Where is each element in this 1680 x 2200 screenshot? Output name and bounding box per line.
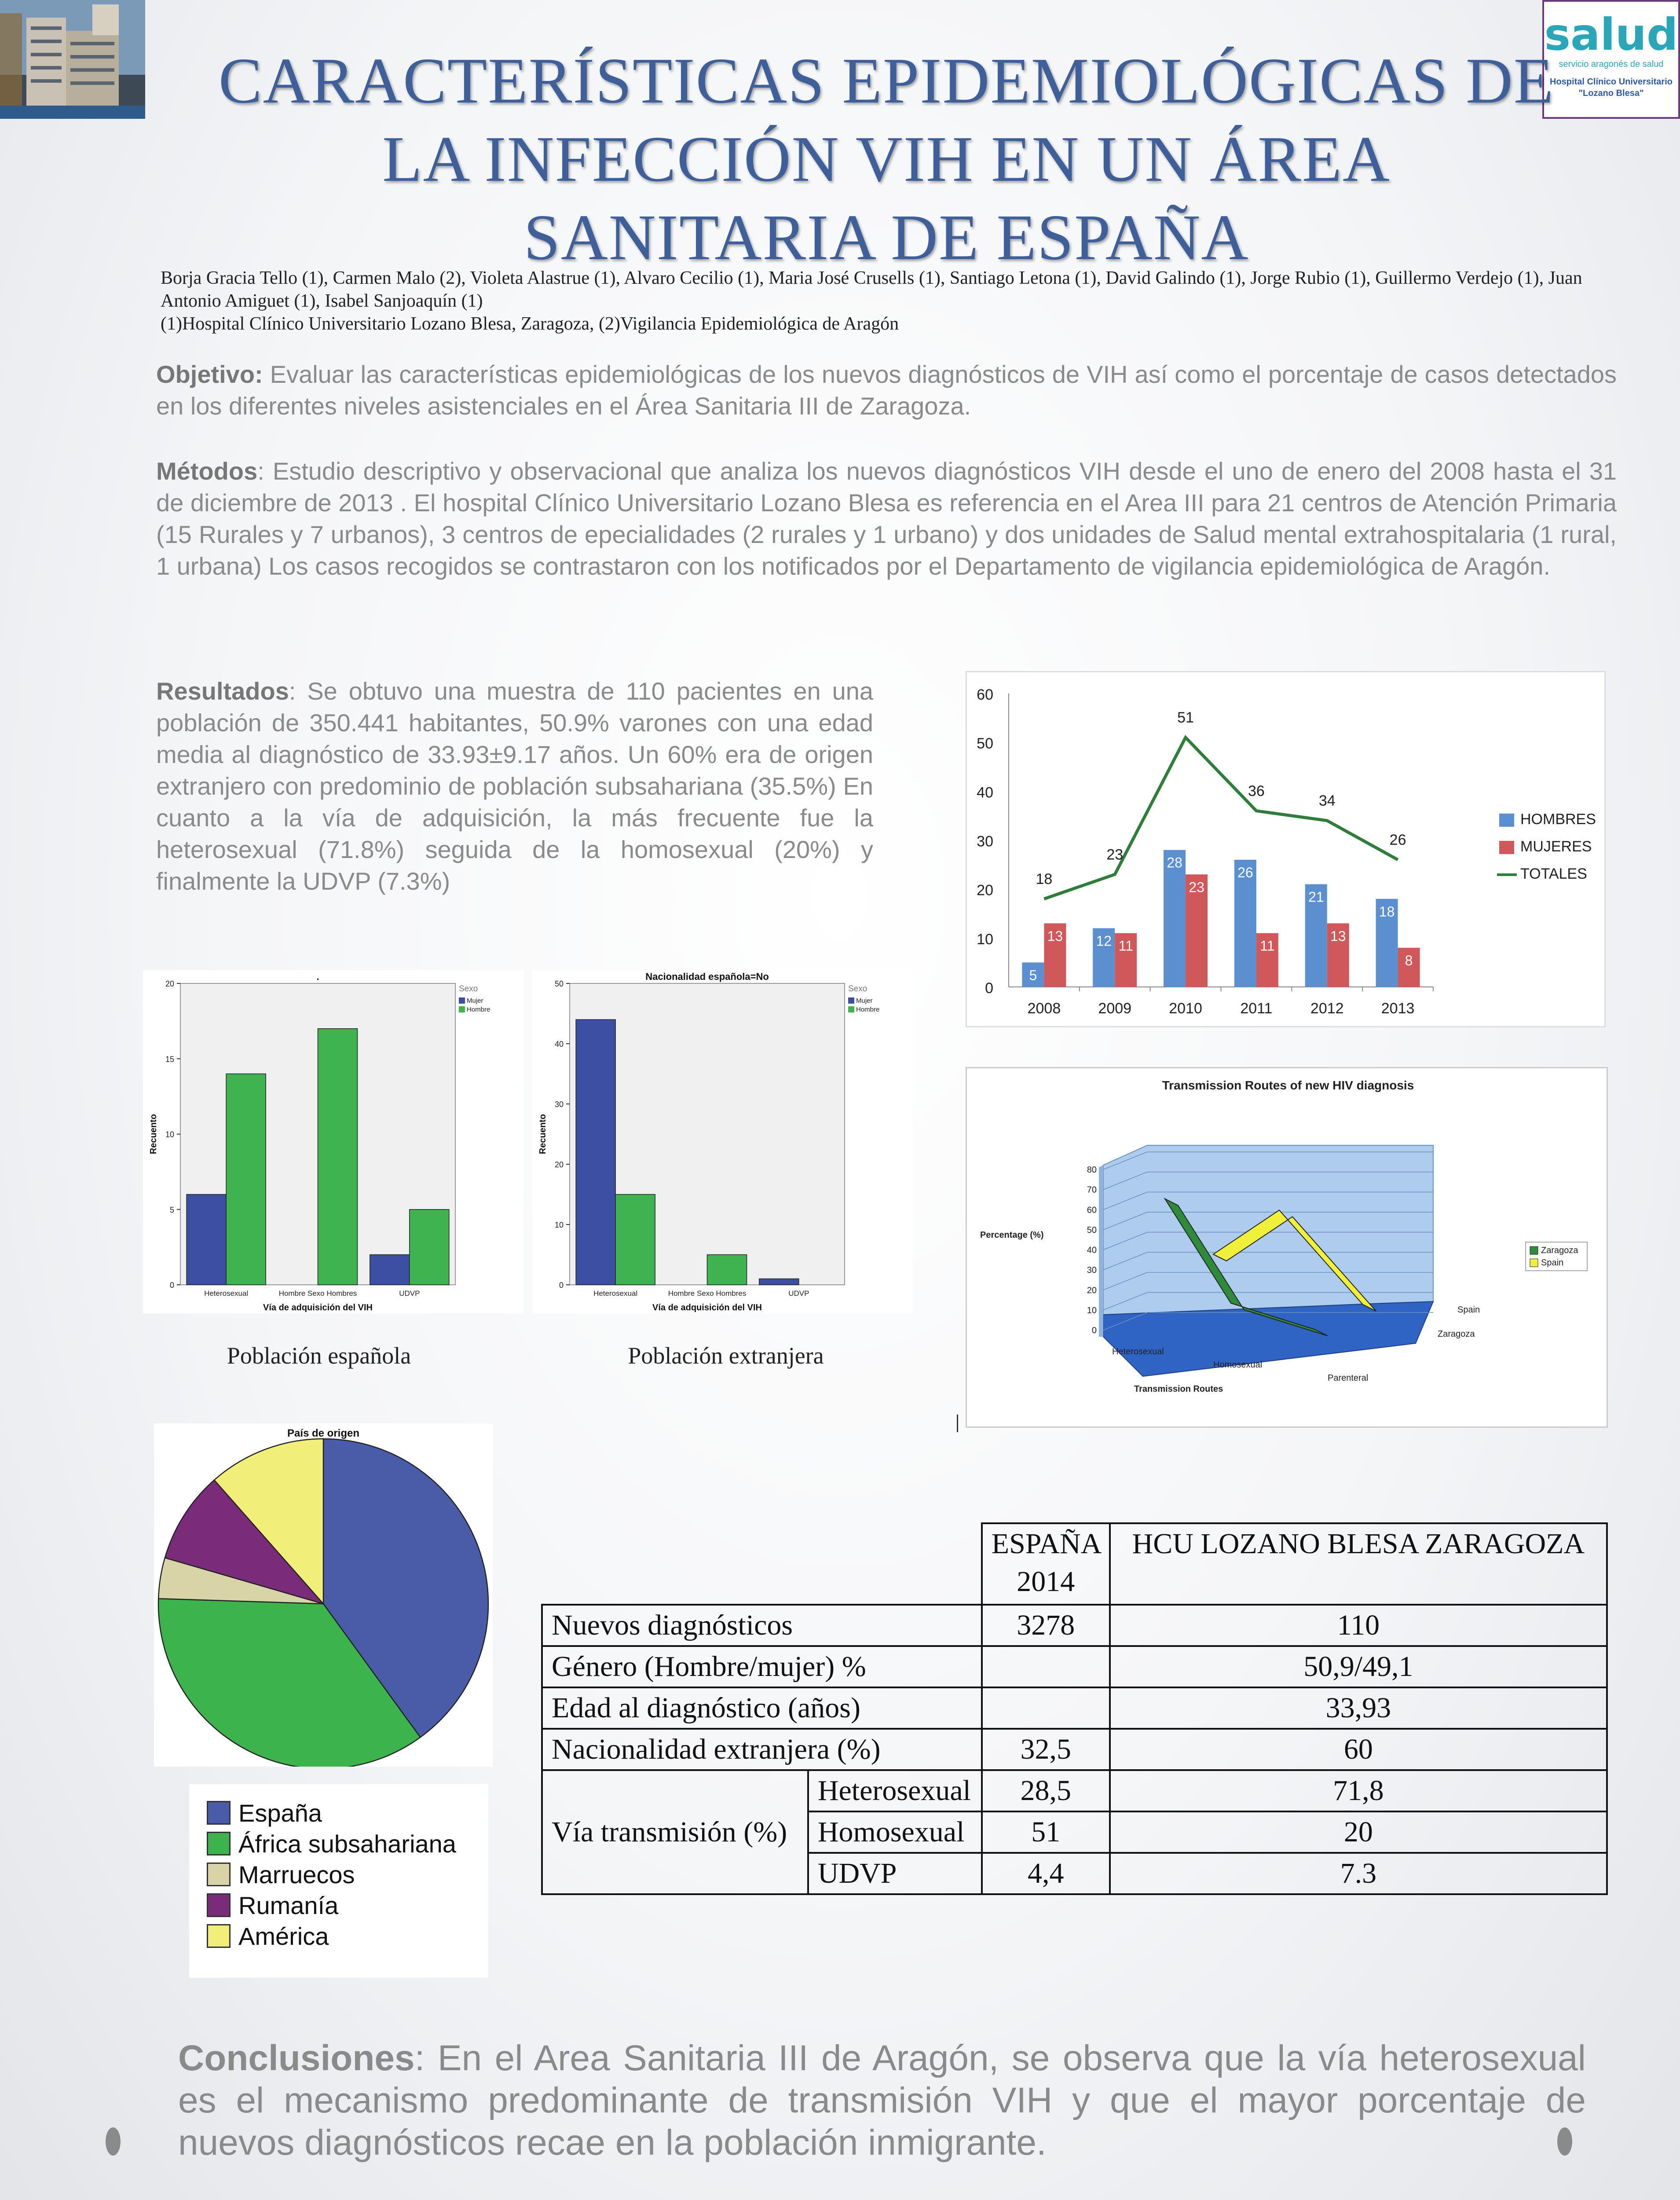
y-tick-label: 40 <box>1087 1245 1097 1255</box>
x-tick-label: UDVP <box>788 1289 809 1298</box>
table-row <box>542 1770 1607 1811</box>
y-tick-label: 60 <box>1087 1205 1097 1215</box>
logo-hospital-name: "Lozano Blesa" <box>1578 88 1644 98</box>
methods-label: Métodos <box>156 457 258 485</box>
title-line: CARACTERÍSTICAS EPIDEMIOLÓGICAS DE <box>218 45 1555 117</box>
bar <box>226 1074 266 1285</box>
line-value-label: 23 <box>1106 846 1124 863</box>
bar-value-label: 13 <box>1330 928 1346 944</box>
title-line: SANITARIA DE ESPAÑA <box>523 202 1249 274</box>
y-axis-label: Recuento <box>149 1114 158 1155</box>
transmission-chart-card <box>966 1067 1608 1428</box>
bar-value-label: 26 <box>1237 864 1253 880</box>
y-tick-label: 70 <box>1087 1185 1097 1195</box>
y-tick-label: 0 <box>985 980 993 997</box>
y-axis-label: Recuento <box>538 1114 548 1155</box>
spanish-chart-card <box>143 970 523 1313</box>
legend-swatch <box>1499 814 1514 827</box>
x-tick-label: Hombre Sexo Hombres <box>278 1289 357 1298</box>
table-cell-spain: 4,4 <box>982 1853 1110 1894</box>
x-axis-label: Vía de adquisición del VIH <box>263 1303 373 1313</box>
table-cell-spain: 51 <box>982 1811 1110 1853</box>
table-row <box>542 1605 1607 1646</box>
objective-label: Objetivo: <box>156 360 263 388</box>
table-cell-spain: 28,5 <box>982 1770 1110 1811</box>
conclusions-section <box>178 2037 1586 2164</box>
y-tick-label: 40 <box>554 1040 564 1049</box>
table-cell-hcu: 20 <box>1110 1811 1607 1853</box>
legend-swatch <box>848 1006 854 1012</box>
conclusions-label: Conclusiones <box>178 2038 415 2078</box>
bar-value-label: 5 <box>1029 967 1037 983</box>
legend-label: MUJERES <box>1520 838 1592 855</box>
decorative-dot-left <box>106 2127 121 2156</box>
logo-hospital: Hospital Clínico Universitario <box>1550 77 1673 87</box>
results-text: : Se obtuvo una muestra de 110 pacientes en una población de 350.441 habitantes, 50.9% varones con una edad media al diagnóstico de 33.93±9.17 años. Un 60% era de origen extranjero con predominio de población subsahariana (35.5%) En cuanto a la vía de adquisición, la más frecuente fue la heterosexual (71.8%) seguida de la homosexual (20%) y finalmente la UDVP (7.3%) <box>156 677 873 895</box>
y-tick-label: 20 <box>977 882 993 899</box>
x-axis-label: Vía de adquisición del VIH <box>652 1303 762 1313</box>
legend-row <box>207 1859 488 1890</box>
table-cell-spain: 3278 <box>982 1605 1110 1646</box>
x-tick-label: 2013 <box>1381 1000 1415 1017</box>
line-series-totales <box>1044 737 1398 899</box>
pie-legend <box>189 1784 488 1978</box>
bar <box>318 1029 358 1285</box>
bar <box>759 1279 799 1285</box>
y-tick-label: 0 <box>169 1281 174 1290</box>
legend-label: Hombre <box>856 1006 880 1013</box>
x-tick-label: UDVP <box>399 1289 420 1298</box>
bar <box>615 1195 655 1285</box>
table-header-hcu: HCU LOZANO BLESA ZARAGOZA <box>1110 1523 1607 1605</box>
table-cell-spain <box>982 1687 1110 1729</box>
foreign-population-chart <box>532 970 913 1313</box>
left-wall <box>1099 1165 1103 1337</box>
bar <box>410 1210 449 1285</box>
y-tick-label: 30 <box>554 1100 564 1109</box>
legend-label: Hombre <box>467 1006 490 1013</box>
caption-spanish: Población española <box>227 1342 411 1369</box>
y-tick-label: 50 <box>1087 1225 1097 1235</box>
bar-value-label: 11 <box>1118 938 1133 954</box>
y-tick-label: 30 <box>1087 1265 1097 1276</box>
y-tick-label: 40 <box>977 784 993 801</box>
legend-label: Mujer <box>467 997 483 1005</box>
y-axis-label: Percentage (%) <box>980 1230 1044 1240</box>
x-tick-label: Heterosexual <box>593 1289 638 1298</box>
legend-swatch <box>1530 1259 1538 1267</box>
table-cell-hcu: 71,8 <box>1110 1770 1607 1811</box>
y-tick-label: 10 <box>554 1221 564 1229</box>
decorative-dot-right <box>1557 2127 1572 2156</box>
comparison-table <box>541 1522 1608 1895</box>
results-label: Resultados <box>156 677 289 705</box>
depth-label: Zaragoza <box>1438 1329 1475 1339</box>
legend-label: Spain <box>1541 1258 1564 1268</box>
y-tick-label: 50 <box>554 979 564 988</box>
y-tick-label: 60 <box>977 686 993 703</box>
y-tick-label: 20 <box>165 979 174 988</box>
spanish-population-chart <box>143 970 523 1313</box>
bar-value-label: 28 <box>1167 854 1182 871</box>
table-cell-label: Género (Hombre/mujer) % <box>542 1646 982 1687</box>
legend-swatch <box>207 1924 231 1948</box>
legend-swatch <box>848 997 854 1004</box>
divider-mark <box>957 1415 958 1432</box>
y-tick-label: 80 <box>1087 1165 1097 1175</box>
legend-label: Marruecos <box>238 1860 355 1888</box>
bar-value-label: 11 <box>1260 938 1275 954</box>
table-cell-hcu: 50,9/49,1 <box>1110 1646 1607 1687</box>
x-tick-label: 2010 <box>1169 1000 1202 1017</box>
objective-section <box>156 359 1617 422</box>
legend-swatch <box>207 1893 231 1917</box>
legend-swatch <box>1499 841 1514 854</box>
legend-swatch <box>459 1006 465 1012</box>
hospital-photo <box>0 0 145 119</box>
bar-value-label: 8 <box>1405 953 1413 969</box>
legend-row <box>207 1797 488 1828</box>
table-cell-label: Nuevos diagnósticos <box>542 1605 982 1646</box>
x-tick-label: 2011 <box>1240 1000 1273 1017</box>
table-row <box>542 1729 1607 1770</box>
chart-title: Transmission Routes of new HIV diagnosis <box>1162 1078 1414 1092</box>
x-tick-label: 2008 <box>1027 1000 1061 1017</box>
conclusions-text: : En el Area Sanitaria III de Aragón, se observa que la vía heterosexual es el mecanismo predominante de transmisión VIH y que el mayor porcentaje de nuevos diagnósticos recae en la población inmigrante. <box>178 2038 1586 2163</box>
affiliations: (1)Hospital Clínico Universitario Lozano Blesa, Zaragoza, (2)Vigilancia Epidemiológica de Aragón <box>161 314 899 334</box>
author-list: Borja Gracia Tello (1), Carmen Malo (2), Violeta Alastrue (1), Alvaro Cecilio (1), Maria José Crusells (1), Santiago Letona (1), David Galindo (1), Jorge Rubio (1), Guillermo Verdejo (1), Juan Antonio Amiguet (1), Isabel Sanjoaquín (1) <box>161 268 1582 311</box>
pie-chart-card <box>154 1423 493 1767</box>
table-cell-hcu: 60 <box>1110 1729 1607 1770</box>
origin-pie-chart <box>154 1423 493 1767</box>
table-cell-sublabel: UDVP <box>808 1853 982 1894</box>
legend-swatch <box>207 1863 231 1886</box>
y-tick-label: 30 <box>977 833 993 850</box>
table-cell-hcu: 7.3 <box>1110 1853 1607 1894</box>
objective-text: Evaluar las características epidemiológicas de los nuevos diagnósticos de VIH así como el porcentaje de casos detectados en los diferentes niveles asistenciales en el Área Sanitaria III de Zaragoza. <box>156 360 1617 420</box>
legend-label: España <box>238 1799 322 1827</box>
legend-label: HOMBRES <box>1520 811 1596 828</box>
authors-block <box>161 267 1612 335</box>
chart-title: Nacionalidad española=No <box>645 971 769 982</box>
x-tick-label: Hombre Sexo Hombres <box>668 1289 747 1298</box>
foreign-chart-card <box>532 970 913 1313</box>
legend-swatch <box>207 1801 231 1825</box>
line-value-label: 36 <box>1248 782 1265 799</box>
y-tick-label: 5 <box>169 1205 174 1214</box>
legend-swatch <box>459 997 465 1004</box>
table-cell-hcu: 110 <box>1110 1605 1607 1646</box>
bar-value-label: 12 <box>1096 933 1112 949</box>
y-tick-label: 50 <box>977 735 993 752</box>
transmission-routes-chart <box>967 1068 1609 1429</box>
yearly-chart <box>967 672 1607 1029</box>
line-value-label: 51 <box>1177 709 1194 726</box>
legend-label: TOTALES <box>1520 865 1587 882</box>
y-tick-label: 15 <box>165 1055 174 1064</box>
bar <box>187 1195 226 1285</box>
x-tick-label: Homosexual <box>1213 1360 1263 1370</box>
y-tick-label: 20 <box>554 1160 564 1169</box>
x-tick-label: 2012 <box>1310 1000 1344 1017</box>
legend-swatch <box>207 1832 231 1855</box>
table-cell-via-label: Vía transmisión (%) <box>542 1770 808 1894</box>
legend-label: América <box>238 1922 329 1950</box>
y-tick-label: 0 <box>1091 1326 1097 1335</box>
legend-label: Rumanía <box>238 1891 339 1919</box>
y-tick-label: 10 <box>1087 1305 1097 1316</box>
table-cell-spain: 32,5 <box>982 1729 1110 1770</box>
table-cell-hcu: 33,93 <box>1110 1687 1607 1729</box>
legend-label: Zaragoza <box>1541 1246 1578 1255</box>
results-section <box>156 675 873 897</box>
y-tick-label: 0 <box>559 1281 564 1290</box>
methods-text: : Estudio descriptivo y observacional que analiza los nuevos diagnósticos VIH desde el uno de enero del 2008 hasta el 31 de diciembre de 2013 . El hospital Clínico Universitario Lozano Blesa es referencia en el Area III para 21 centros de Atención Primaria (15 Rurales y 7 urbanos), 3 centros de epecialidades (2 rurales y 1 urbano) y dos unidades de Salud mental extrahospitalaria (1 rural, 1 urbana) Los casos recogidos se contrastaron con los notificados por el Departamento de vigilancia epidemiológica de Aragón. <box>156 457 1617 580</box>
chart-title: País de origen <box>287 1427 360 1439</box>
bar-value-label: 18 <box>1379 903 1395 920</box>
line-value-label: 34 <box>1318 792 1336 810</box>
title-line: LA INFECCIÓN VIH EN UN ÁREA <box>382 123 1391 195</box>
bar-value-label: 21 <box>1308 889 1324 905</box>
caption-foreign: Población extranjera <box>628 1342 824 1369</box>
x-tick-label: Heterosexual <box>1112 1347 1164 1357</box>
x-tick-label: Heterosexual <box>204 1289 249 1298</box>
bar-value-label: 23 <box>1189 879 1204 895</box>
bar-value-label: 13 <box>1047 928 1063 944</box>
line-value-label: 18 <box>1036 870 1053 887</box>
line-value-label: 26 <box>1389 831 1406 848</box>
legend-label: África subsahariana <box>238 1830 456 1858</box>
y-tick-label: 10 <box>977 931 993 948</box>
yearly-chart-card <box>966 671 1606 1027</box>
legend-title: Sexo <box>459 984 478 994</box>
legend-row <box>207 1921 488 1951</box>
legend-swatch <box>1530 1247 1538 1254</box>
legend-row <box>207 1890 488 1921</box>
table-cell-sublabel: Homosexual <box>808 1811 982 1853</box>
bar <box>370 1255 410 1285</box>
table-row <box>542 1646 1607 1687</box>
methods-section <box>156 455 1617 582</box>
table-cell-spain <box>982 1646 1110 1687</box>
legend-title: Sexo <box>848 984 867 994</box>
y-tick-label: 10 <box>165 1130 174 1139</box>
depth-label: Spain <box>1457 1305 1480 1315</box>
legend-label: Mujer <box>856 997 873 1005</box>
logo-sub: servicio aragonés de salud <box>1559 59 1664 69</box>
bar <box>707 1255 747 1285</box>
bar <box>576 1019 615 1285</box>
table-cell-label: Nacionalidad extranjera (%) <box>542 1729 982 1770</box>
legend-row <box>207 1828 488 1859</box>
logo-brand: salud <box>1544 9 1678 60</box>
y-tick-label: 20 <box>1087 1285 1097 1295</box>
x-axis-label: Transmission Routes <box>1134 1384 1223 1394</box>
x-tick-label: Parenteral <box>1328 1373 1369 1383</box>
table-header-empty <box>542 1523 982 1605</box>
page-title <box>145 42 1628 277</box>
table-row <box>542 1687 1607 1729</box>
chart-title: . <box>316 971 319 982</box>
table-header-spain: ESPAÑA 2014 <box>982 1523 1110 1605</box>
table-cell-label: Edad al diagnóstico (años) <box>542 1687 982 1729</box>
table-cell-sublabel: Heterosexual <box>808 1770 982 1811</box>
x-tick-label: 2009 <box>1098 1000 1132 1017</box>
